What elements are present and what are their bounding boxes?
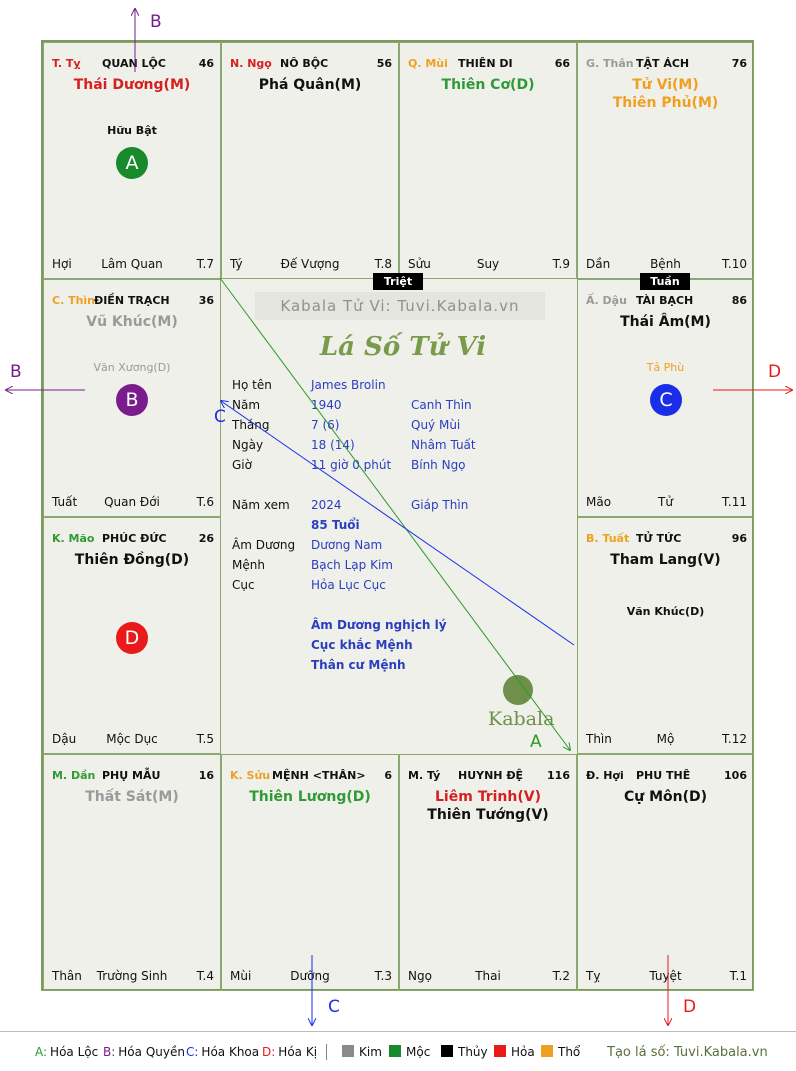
- palace-bottom-right: T.1: [729, 969, 747, 983]
- info-label: Tháng: [232, 418, 270, 432]
- palace-branch: C. Thìn: [52, 294, 96, 307]
- palace-age: 96: [731, 532, 747, 545]
- legend-text: Hóa Lộc: [50, 1045, 99, 1059]
- element-swatch-icon: [441, 1045, 453, 1057]
- info-note: Cục khắc Mệnh: [311, 638, 413, 652]
- palace-name: THIÊN DI: [458, 57, 513, 70]
- palace-age: 26: [198, 532, 214, 545]
- palace-branch: Q. Mùi: [408, 57, 448, 70]
- legend-element-text: Mộc: [406, 1045, 431, 1059]
- major-star: Thiên Tướng(V): [427, 807, 549, 823]
- tuan-tag: Tuần: [640, 273, 690, 290]
- palace-bottom-mid: Đế Vượng: [280, 257, 340, 271]
- site-link[interactable]: Tạo lá số: Tuvi.Kabala.vn: [607, 1045, 768, 1060]
- info-label: Năm: [232, 398, 261, 412]
- arrow-a-label: A: [530, 732, 542, 752]
- palace-name: PHU THÊ: [636, 769, 691, 782]
- arrow-b-left-label: B: [10, 362, 22, 382]
- info-label: Giờ: [232, 458, 252, 472]
- info-extra: Giáp Thìn: [411, 498, 469, 512]
- element-swatch-icon: [494, 1045, 506, 1057]
- palace-name: HUYNH ĐỆ: [458, 769, 524, 782]
- palace-bottom-mid: Dưỡng: [290, 969, 330, 983]
- palace-bottom-left: Sửu: [408, 257, 431, 271]
- palace-branch: G. Thân: [586, 57, 634, 70]
- palace-bottom-right: T.11: [722, 495, 747, 509]
- legend-hoa-item: [186, 1045, 259, 1059]
- palace-name: TẬT ÁCH: [636, 57, 690, 70]
- palace-bottom-mid: Mộc Dục: [106, 732, 158, 746]
- arrow-b-up-label: B: [150, 12, 162, 32]
- legend-text: Hóa Quyền: [118, 1045, 185, 1059]
- info-value: James Brolin: [311, 378, 386, 392]
- legend-element-item: [389, 1045, 430, 1059]
- palace-name: PHÚC ĐỨC: [102, 532, 167, 545]
- info-value: Hỏa Lục Cục: [311, 578, 386, 592]
- palace-name: ĐIỀN TRẠCH: [94, 294, 170, 307]
- legend-bar: [0, 1031, 796, 1071]
- info-extra: Nhâm Tuất: [411, 438, 476, 452]
- legend-element-item: [494, 1045, 535, 1059]
- legend-hoa-item: [103, 1045, 185, 1059]
- palace-name: TÀI BẠCH: [636, 294, 694, 307]
- palace-bottom-left: Thìn: [586, 732, 612, 746]
- legend-key: A:: [35, 1045, 48, 1059]
- major-star: Tử Vi(M): [632, 77, 699, 93]
- palace-bottom-left: Mão: [586, 495, 612, 509]
- info-label: Cục: [232, 578, 255, 592]
- palace-branch: N. Ngọ: [230, 57, 272, 70]
- arrow-d-right-label: D: [768, 362, 782, 382]
- palace-branch: Đ. Hợi: [586, 769, 624, 782]
- palace-age: 106: [724, 769, 747, 782]
- palace-branch: K. Sửu: [230, 769, 271, 782]
- arrow-c-label: C: [214, 407, 226, 427]
- palace-name: QUAN LỘC: [102, 57, 166, 70]
- palace-bottom-right: T.5: [196, 732, 214, 746]
- palace-age: 6: [384, 769, 392, 782]
- palace-age: 66: [554, 57, 570, 70]
- palace-bottom-right: T.7: [196, 257, 214, 271]
- palace-name: NÔ BỘC: [280, 57, 329, 70]
- major-star: Cự Môn(D): [623, 789, 708, 805]
- palace-bottom-right: T.4: [196, 969, 214, 983]
- legend-hoa-item: [35, 1045, 98, 1059]
- palace-bottom-right: T.12: [722, 732, 747, 746]
- info-extra: Bính Ngọ: [411, 458, 466, 472]
- hoa-badge: D: [116, 622, 148, 654]
- palace-branch: M. Tý: [408, 769, 441, 782]
- hoa-badge: A: [116, 147, 148, 179]
- palace-bottom-left: Dần: [586, 257, 611, 271]
- chart-title: Lá Số Tử Vi: [319, 332, 487, 362]
- palace-bottom-right: T.10: [722, 257, 747, 271]
- major-star: Phá Quân(M): [258, 77, 362, 93]
- legend-divider: [326, 1044, 327, 1060]
- triet-tag: Triệt: [373, 273, 423, 290]
- palace-bottom-left: Tý: [230, 257, 243, 271]
- major-star: Liêm Trinh(V): [435, 789, 541, 805]
- palace-branch: Ấ. Dậu: [586, 294, 627, 307]
- major-star: Thất Sát(M): [85, 789, 179, 805]
- arrow-d-down-label: D: [683, 997, 697, 1017]
- palace-age: 56: [376, 57, 392, 70]
- logo-text: Kabala: [488, 708, 555, 730]
- info-note: Âm Dương nghịch lý: [311, 618, 447, 632]
- palace-bottom-mid: Lâm Quan: [101, 257, 163, 271]
- major-star: Thái Dương(M): [73, 77, 191, 93]
- element-swatch-icon: [541, 1045, 553, 1057]
- palace-bottom-mid: Bệnh: [650, 257, 681, 271]
- palace-branch: M. Dần: [52, 769, 96, 782]
- info-value: 2024: [311, 498, 342, 512]
- legend-element-text: Thủy: [458, 1045, 488, 1059]
- palace-bottom-left: Mùi: [230, 969, 252, 983]
- hoa-badge: B: [116, 384, 148, 416]
- info-value: 85 Tuổi: [311, 518, 360, 532]
- palace-age: 36: [198, 294, 214, 307]
- info-label: Họ tên: [232, 378, 272, 392]
- legend-element-item: [441, 1045, 488, 1059]
- palace-branch: K. Mão: [52, 532, 95, 545]
- element-swatch-icon: [389, 1045, 401, 1057]
- info-value: 1940: [311, 398, 342, 412]
- palace-age: 116: [547, 769, 570, 782]
- palace-age: 46: [198, 57, 214, 70]
- minor-star: Tả Phù: [646, 361, 685, 374]
- palace-bottom-mid: Suy: [476, 257, 500, 271]
- palace-age: 16: [198, 769, 214, 782]
- palace-bottom-mid: Mộ: [656, 732, 675, 746]
- major-star: Thiên Phủ(M): [612, 95, 719, 111]
- major-star: Thái Âm(M): [620, 314, 711, 330]
- palace-name: PHỤ MẪU: [102, 769, 161, 782]
- info-value: 7 (6): [311, 418, 340, 432]
- palace-name: TỬ TỨC: [636, 532, 682, 545]
- palace-bottom-left: Tuất: [52, 495, 78, 509]
- palace-bottom-right: T.8: [374, 257, 392, 271]
- hoa-badge: C: [650, 384, 682, 416]
- legend-key: D:: [262, 1045, 276, 1059]
- palace-bottom-mid: Trường Sinh: [96, 969, 168, 983]
- info-value: Bạch Lạp Kim: [311, 558, 393, 572]
- major-star: Thiên Đồng(D): [74, 552, 190, 568]
- legend-hoa-item: [262, 1045, 317, 1059]
- major-star: Thiên Lương(D): [249, 789, 371, 805]
- info-value: Dương Nam: [311, 538, 383, 552]
- palace-age: 86: [731, 294, 747, 307]
- palace-bottom-right: T.3: [374, 969, 392, 983]
- major-star: Tham Lang(V): [610, 552, 721, 568]
- palace-bottom-left: Thân: [52, 969, 82, 983]
- legend-element-item: [342, 1045, 382, 1059]
- palace-bottom-left: Tỵ: [586, 969, 601, 983]
- arrow-c-line: [221, 401, 574, 645]
- info-label: Ngày: [232, 438, 264, 452]
- watermark: Kabala Tử Vi: Tuvi.Kabala.vn: [255, 292, 545, 320]
- legend-element-text: Kim: [359, 1045, 382, 1059]
- palace-bottom-mid: Tử: [658, 495, 673, 509]
- minor-star: Văn Xương(D): [93, 361, 171, 374]
- major-star: Thiên Cơ(D): [441, 77, 535, 93]
- info-value: 18 (14): [311, 438, 355, 452]
- palace-bottom-right: T.2: [552, 969, 570, 983]
- palace-branch: T. Tỵ: [52, 57, 81, 70]
- palace-bottom-mid: Thai: [475, 969, 501, 983]
- arrow-a-line: [220, 278, 570, 750]
- info-label: Năm xem: [232, 498, 290, 512]
- palace-age: 76: [731, 57, 747, 70]
- palace-bottom-right: T.9: [552, 257, 570, 271]
- legend-text: Hóa Kị: [278, 1045, 318, 1059]
- info-label: Âm Dương: [232, 538, 296, 552]
- info-value: 11 giờ 0 phút: [311, 458, 392, 472]
- info-note: Thân cư Mệnh: [311, 658, 406, 672]
- legend-key: B:: [103, 1045, 116, 1059]
- arrow-c-down-label: C: [328, 997, 340, 1017]
- info-extra: Quý Mùi: [411, 418, 461, 432]
- palace-bottom-right: T.6: [196, 495, 214, 509]
- legend-text: Hóa Khoa: [201, 1045, 260, 1059]
- palace-branch: B. Tuất: [586, 532, 630, 545]
- major-star: Vũ Khúc(M): [86, 314, 178, 330]
- palace-bottom-mid: Quan Đới: [104, 495, 160, 509]
- legend-key: C:: [186, 1045, 199, 1059]
- info-label: Mệnh: [232, 558, 265, 572]
- info-extra: Canh Thìn: [411, 398, 472, 412]
- legend-element-item: [541, 1045, 580, 1059]
- palace-bottom-left: Dậu: [52, 732, 77, 746]
- palace-bottom-mid: Tuyệt: [649, 969, 682, 983]
- palace-name: MỆNH <THÂN>: [272, 769, 366, 782]
- minor-star: Văn Khúc(D): [626, 605, 705, 618]
- palace-bottom-left: Ngọ: [408, 969, 432, 983]
- element-swatch-icon: [342, 1045, 354, 1057]
- legend-element-text: Hỏa: [511, 1045, 535, 1059]
- minor-star: Hữu Bật: [107, 124, 157, 137]
- palace-bottom-left: Hợi: [52, 257, 72, 271]
- legend-element-text: Thổ: [558, 1045, 581, 1059]
